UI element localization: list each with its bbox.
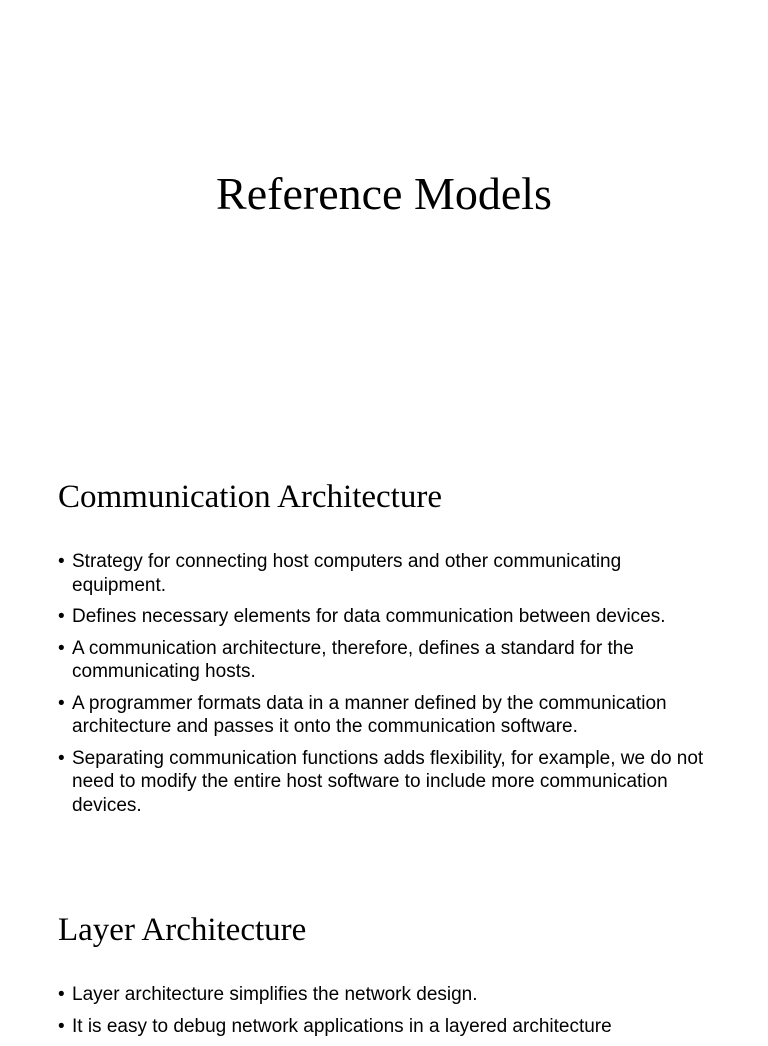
bullet-icon: • <box>58 692 65 714</box>
bullet-text: Layer architecture simplifies the network design. <box>72 984 478 1005</box>
bullet-icon: • <box>58 606 65 627</box>
title-slide <box>0 0 768 430</box>
list-item <box>58 550 718 597</box>
communication-architecture-slide <box>0 430 768 860</box>
section-heading: Communication Architecture <box>58 479 442 515</box>
layer-architecture-slide <box>0 860 768 1037</box>
bullet-icon: • <box>58 637 65 659</box>
bullet-text: Defines necessary elements for data communication between devices. <box>72 606 666 627</box>
slide-title: Reference Models <box>216 168 552 219</box>
bullet-icon: • <box>58 1015 65 1037</box>
bullet-list <box>58 550 718 825</box>
bullet-icon: • <box>58 551 65 572</box>
list-item <box>58 747 718 818</box>
list-item <box>58 692 718 739</box>
bullet-text: It is easy to debug network applications in a layered architecture <box>72 1015 612 1037</box>
bullet-text: Strategy for connecting host computers and other communicating equipment. <box>72 551 622 596</box>
bullet-text: Separating communication functions adds flexibility, for example, we do not need to modify the entire host software to include more communication devices. <box>72 747 704 816</box>
bullet-list <box>58 983 718 1046</box>
bullet-icon: • <box>58 984 65 1005</box>
list-item <box>58 1015 718 1039</box>
section-heading: Layer Architecture <box>58 912 307 948</box>
bullet-text: A communication architecture, therefore, defines a standard for the communicating hosts. <box>72 637 634 682</box>
list-item <box>58 605 718 629</box>
list-item <box>58 983 718 1007</box>
list-item <box>58 637 718 684</box>
bullet-icon: • <box>58 747 65 769</box>
bullet-text: A programmer formats data in a manner defined by the communication architecture and passes it onto the communication software. <box>72 692 667 737</box>
